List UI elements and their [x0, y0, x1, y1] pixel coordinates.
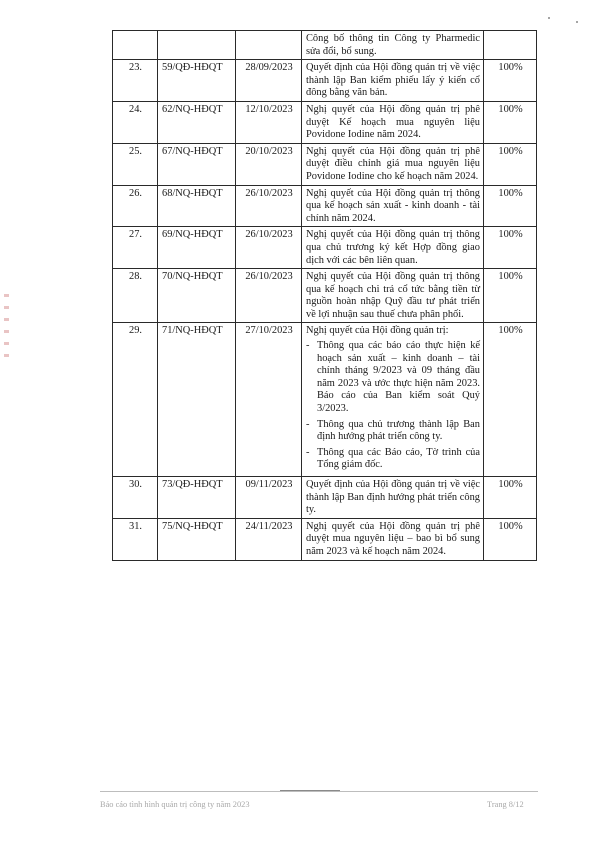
table-row	[113, 60, 537, 102]
resolution-date: 27/10/2023	[236, 323, 302, 477]
approval-rate: 100%	[484, 227, 537, 269]
row-index: 26.	[113, 185, 158, 227]
scan-speck	[576, 21, 578, 23]
resolution-number: 73/QĐ-HĐQT	[158, 477, 236, 519]
footer-report-title: Báo cáo tình hình quản trị công ty năm 2023	[100, 800, 250, 809]
resolutions-table	[112, 30, 537, 561]
footer-divider-accent	[280, 790, 340, 791]
dash-bullet-icon: -	[306, 340, 310, 352]
row-index: 27.	[113, 227, 158, 269]
resolution-subitem-text: Thông qua các báo cáo thực hiện kế hoạch sản xuất – kinh doanh – tài chính tháng 9/2023 và 09 tháng đầu năm 2023 và ước thực hiện năm 2023. Báo cáo của Ban kiểm soát Quý 3/2023.	[317, 340, 480, 415]
resolution-content-text: Nghị quyết của Hội đồng quản trị phê duyệt Kế hoạch mua nguyên liệu Povidone Iodine năm 2024.	[306, 103, 480, 141]
table-row	[113, 518, 537, 560]
resolution-number: 70/NQ-HĐQT	[158, 269, 236, 323]
approval-rate: 100%	[484, 143, 537, 185]
resolution-date: 20/10/2023	[236, 143, 302, 185]
resolution-subitem-text: Thông qua chủ trương thành lập Ban định hướng phát triển công ty.	[317, 418, 480, 443]
row-index: 23.	[113, 60, 158, 102]
approval-rate	[484, 31, 537, 60]
resolution-content	[302, 185, 484, 227]
resolutions-table-body	[113, 31, 537, 561]
row-index: 28.	[113, 269, 158, 323]
resolution-content	[302, 269, 484, 323]
resolution-number: 59/QĐ-HĐQT	[158, 60, 236, 102]
dash-bullet-icon: -	[306, 418, 310, 430]
approval-rate: 100%	[484, 269, 537, 323]
resolution-subitem-list	[306, 340, 480, 472]
resolution-date: 09/11/2023	[236, 477, 302, 519]
footer-divider	[100, 791, 538, 792]
dash-bullet-icon: -	[306, 446, 310, 458]
resolution-number	[158, 31, 236, 60]
resolution-content-text: Nghị quyết của Hội đồng quản trị thông qua chủ trương ký kết Hợp đồng giao dịch với các bên liên quan.	[306, 229, 480, 266]
resolution-date: 12/10/2023	[236, 101, 302, 143]
resolution-content	[302, 227, 484, 269]
resolution-content-text: Nghị quyết của Hội đồng quản trị thông qua kế hoạch chi trả cổ tức bằng tiền từ nguồn hoàn nhập Quỹ đầu tư phát triển về lợi nhuận sau thuế chưa phân phối.	[306, 271, 480, 320]
resolution-content-text: Quyết định của Hội đồng quản trị về việc thành lập Ban kiểm phiếu lấy ý kiến cổ đông bằng văn bản.	[306, 62, 480, 99]
resolution-subitem-text: Thông qua các Báo cáo, Tờ trình của Tổng giám đốc.	[317, 446, 480, 471]
row-index: 29.	[113, 323, 158, 477]
approval-rate: 100%	[484, 60, 537, 102]
resolution-content	[302, 31, 484, 60]
footer-page-number: Trang 8/12	[487, 800, 524, 809]
approval-rate: 100%	[484, 185, 537, 227]
resolution-subitem	[306, 419, 480, 444]
approval-rate: 100%	[484, 477, 537, 519]
resolution-date: 26/10/2023	[236, 185, 302, 227]
table-row	[113, 477, 537, 519]
resolution-number: 68/NQ-HĐQT	[158, 185, 236, 227]
resolution-content	[302, 101, 484, 143]
table-row	[113, 227, 537, 269]
resolution-number: 67/NQ-HĐQT	[158, 143, 236, 185]
resolution-date	[236, 31, 302, 60]
resolution-content	[302, 60, 484, 102]
resolution-subitem	[306, 340, 480, 416]
table-row	[113, 143, 537, 185]
row-index: 31.	[113, 518, 158, 560]
table-row	[113, 185, 537, 227]
resolution-content	[302, 143, 484, 185]
approval-rate: 100%	[484, 101, 537, 143]
table-row	[113, 31, 537, 60]
margin-stamp-marks	[2, 285, 12, 385]
resolution-number: 69/NQ-HĐQT	[158, 227, 236, 269]
row-index	[113, 31, 158, 60]
resolution-content-text: Công bố thông tin Công ty Pharmedic sửa đổi, bổ sung.	[306, 33, 480, 57]
scan-speck	[548, 17, 550, 19]
resolution-subitem	[306, 447, 480, 472]
resolution-content-text: Nghị quyết của Hội đồng quản trị thông qua kế hoạch sản xuất - kinh doanh - tài chính năm 2024.	[306, 187, 480, 224]
row-index: 30.	[113, 477, 158, 519]
approval-rate: 100%	[484, 518, 537, 560]
resolution-content	[302, 518, 484, 560]
resolution-date: 26/10/2023	[236, 269, 302, 323]
resolution-content	[302, 323, 484, 477]
resolution-number: 75/NQ-HĐQT	[158, 518, 236, 560]
resolution-number: 71/NQ-HĐQT	[158, 323, 236, 477]
table-row	[113, 269, 537, 323]
resolution-content-text: Nghị quyết của Hội đồng quản trị phê duyệt điều chỉnh giá mua nguyên liệu Povidone Iodine cho kế hoạch năm 2024.	[306, 145, 480, 182]
resolution-number: 62/NQ-HĐQT	[158, 101, 236, 143]
table-row	[113, 323, 537, 477]
resolution-content-text: Quyết định của Hội đồng quản trị về việc thành lập Ban định hướng phát triển công ty.	[306, 479, 480, 516]
row-index: 25.	[113, 143, 158, 185]
row-index: 24.	[113, 101, 158, 143]
resolution-date: 24/11/2023	[236, 518, 302, 560]
resolution-content-text: Nghị quyết của Hội đồng quản trị:	[306, 325, 449, 337]
resolution-date: 28/09/2023	[236, 60, 302, 102]
table-row	[113, 101, 537, 143]
approval-rate: 100%	[484, 323, 537, 477]
resolution-content-text: Nghị quyết của Hội đồng quản trị phê duyệt mua nguyên liệu – bao bì bổ sung năm 2023 và kế hoạch năm 2024.	[306, 520, 480, 557]
resolution-date: 26/10/2023	[236, 227, 302, 269]
resolution-content	[302, 477, 484, 519]
